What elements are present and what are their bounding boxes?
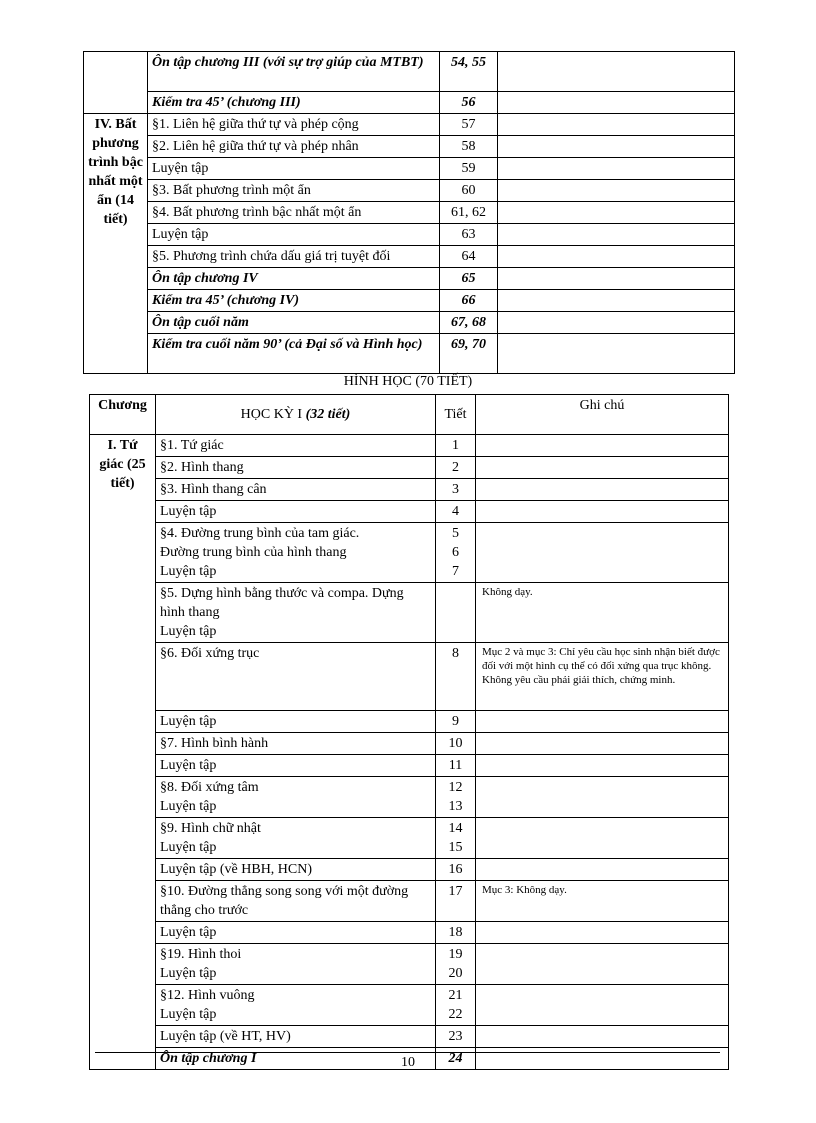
note-cell <box>476 777 729 818</box>
table-row <box>84 334 735 374</box>
header-term-count: (32 tiết) <box>305 407 351 422</box>
note-cell <box>476 733 729 755</box>
header-term <box>156 395 436 435</box>
lesson-cell: Luyện tập <box>156 501 436 523</box>
lesson-cell: §1. Tứ giác <box>156 435 436 457</box>
period-cell: 10 <box>436 733 476 755</box>
table-row <box>90 818 729 859</box>
period-cell <box>436 777 476 818</box>
lesson-cell: Ôn tập chương I <box>156 1048 436 1070</box>
table-row <box>84 224 735 246</box>
geometry-section-title: HÌNH HỌC (70 TIẾT) <box>343 374 473 389</box>
period-cell: 66 <box>440 290 498 312</box>
table-row <box>90 523 729 583</box>
note-cell <box>476 711 729 733</box>
header-period: Tiết <box>436 395 476 435</box>
period-cell: 17 <box>436 881 476 922</box>
table-row <box>90 755 729 777</box>
lesson-cell <box>156 523 436 583</box>
lesson-line: Luyện tập <box>160 624 217 639</box>
lesson-line: §9. Hình chữ nhật <box>160 821 261 836</box>
note-cell <box>498 290 735 312</box>
period-line: 14 <box>448 821 463 836</box>
table-row <box>84 312 735 334</box>
note-cell <box>498 180 735 202</box>
table-row <box>90 1026 729 1048</box>
lesson-cell: §10. Đường thẳng song song với một đường thẳng cho trước <box>156 881 436 922</box>
note-cell <box>498 136 735 158</box>
period-cell: 61, 62 <box>440 202 498 224</box>
table-row <box>84 180 735 202</box>
note-cell <box>498 334 735 374</box>
lesson-cell: Luyện tập <box>148 224 440 246</box>
chapter-i-cell: I. Tứ giác (25 tiết) <box>90 435 156 1070</box>
period-line: 12 <box>448 780 463 795</box>
period-cell <box>436 818 476 859</box>
period-cell: 1 <box>436 435 476 457</box>
period-cell: 64 <box>440 246 498 268</box>
period-cell: 4 <box>436 501 476 523</box>
lesson-cell: §7. Hình bình hành <box>156 733 436 755</box>
lesson-cell: Kiểm tra cuối năm 90’ (cả Đại số và Hình học) <box>148 334 440 374</box>
lesson-line: §12. Hình vuông <box>160 988 255 1003</box>
note-cell <box>476 922 729 944</box>
note-cell <box>498 92 735 114</box>
period-cell: 60 <box>440 180 498 202</box>
note-cell <box>476 755 729 777</box>
note-cell: Không dạy. <box>476 583 729 643</box>
header-term-label: HỌC KỲ I <box>240 407 303 422</box>
note-cell <box>476 985 729 1026</box>
table-row <box>84 246 735 268</box>
period-cell: 9 <box>436 711 476 733</box>
lesson-line: §5. Dựng hình bằng thước và compa. Dựng hình thang <box>160 586 404 620</box>
footer-divider <box>95 1052 720 1053</box>
lesson-cell: §2. Hình thang <box>156 457 436 479</box>
lesson-line: Đường trung bình của hình thang <box>160 545 347 560</box>
lesson-cell: Luyện tập (về HT, HV) <box>156 1026 436 1048</box>
period-cell: 23 <box>436 1026 476 1048</box>
period-line: 15 <box>448 840 463 855</box>
period-cell: 18 <box>436 922 476 944</box>
lesson-cell: Ôn tập cuối năm <box>148 312 440 334</box>
lesson-line: §4. Đường trung bình của tam giác. <box>160 526 360 541</box>
algebra-table <box>83 51 735 374</box>
period-line: 19 <box>448 947 463 962</box>
note-cell <box>498 224 735 246</box>
period-cell: 57 <box>440 114 498 136</box>
page-number: 10 <box>401 1055 415 1070</box>
note-cell <box>476 457 729 479</box>
table-row <box>90 457 729 479</box>
note-cell <box>498 52 735 92</box>
table-row <box>90 859 729 881</box>
table-row <box>90 922 729 944</box>
lesson-cell: Luyện tập <box>156 922 436 944</box>
lesson-line: Luyện tập <box>160 966 217 981</box>
note-cell: Mục 3: Không dạy. <box>476 881 729 922</box>
table-row <box>90 643 729 711</box>
table-header-row <box>90 395 729 435</box>
note-cell <box>476 435 729 457</box>
note-cell <box>476 859 729 881</box>
lesson-cell: §3. Hình thang cân <box>156 479 436 501</box>
period-cell: 56 <box>440 92 498 114</box>
table-row <box>90 985 729 1026</box>
lesson-cell: Luyện tập (về HBH, HCN) <box>156 859 436 881</box>
period-line: 7 <box>452 564 459 579</box>
chapter-iv-cell: IV. Bất phương trình bậc nhất một ẩn (14 tiết) <box>84 114 148 374</box>
period-line: 21 <box>448 988 463 1003</box>
table-row <box>90 501 729 523</box>
lesson-line: §19. Hình thoi <box>160 947 242 962</box>
header-note: Ghi chú <box>476 395 729 435</box>
period-line: 22 <box>448 1007 463 1022</box>
lesson-cell <box>156 944 436 985</box>
note-cell <box>498 114 735 136</box>
period-cell: 67, 68 <box>440 312 498 334</box>
table-row <box>90 479 729 501</box>
lesson-cell: Kiểm tra 45’ (chương IV) <box>148 290 440 312</box>
note-cell <box>476 818 729 859</box>
period-cell <box>436 985 476 1026</box>
period-line: 13 <box>448 799 463 814</box>
table-row <box>90 881 729 922</box>
note-cell <box>498 268 735 290</box>
lesson-cell <box>156 583 436 643</box>
table-row <box>84 136 735 158</box>
lesson-cell: Luyện tập <box>156 711 436 733</box>
lesson-line: Luyện tập <box>160 1007 217 1022</box>
period-cell: 65 <box>440 268 498 290</box>
table-row <box>90 733 729 755</box>
table-row <box>84 92 735 114</box>
period-cell: 8 <box>436 643 476 711</box>
note-cell <box>498 202 735 224</box>
table-row <box>84 52 735 92</box>
header-chapter: Chương <box>90 395 156 435</box>
lesson-line: Luyện tập <box>160 840 217 855</box>
period-cell: 54, 55 <box>440 52 498 92</box>
note-cell: Mục 2 và mục 3: Chỉ yêu cầu học sinh nhận biết được đối với một hình cụ thể có đối xứng qua trục không. Không yêu cầu phải giải thích, chứng minh. <box>476 643 729 711</box>
period-line: 5 <box>452 526 459 541</box>
table-row <box>84 290 735 312</box>
geometry-table <box>89 394 729 1070</box>
period-cell: 24 <box>436 1048 476 1070</box>
table-row <box>84 158 735 180</box>
lesson-cell: §1. Liên hệ giữa thứ tự và phép cộng <box>148 114 440 136</box>
period-cell: 69, 70 <box>440 334 498 374</box>
lesson-cell <box>156 985 436 1026</box>
note-cell <box>476 523 729 583</box>
table-row <box>90 944 729 985</box>
note-cell <box>476 479 729 501</box>
period-cell: 63 <box>440 224 498 246</box>
lesson-cell: Kiểm tra 45’ (chương III) <box>148 92 440 114</box>
note-cell <box>476 1026 729 1048</box>
period-cell: 59 <box>440 158 498 180</box>
period-cell <box>436 944 476 985</box>
period-line: 6 <box>452 545 459 560</box>
period-cell: 16 <box>436 859 476 881</box>
lesson-line: Luyện tập <box>160 799 217 814</box>
lesson-cell <box>156 818 436 859</box>
lesson-cell: §2. Liên hệ giữa thứ tự và phép nhân <box>148 136 440 158</box>
note-cell <box>476 944 729 985</box>
table-row <box>90 435 729 457</box>
note-cell <box>498 158 735 180</box>
period-line: 20 <box>448 966 463 981</box>
lesson-cell: Luyện tập <box>156 755 436 777</box>
table-row <box>90 777 729 818</box>
period-cell <box>436 523 476 583</box>
lesson-cell: §6. Đối xứng trục <box>156 643 436 711</box>
lesson-cell: Luyện tập <box>148 158 440 180</box>
period-cell <box>436 583 476 643</box>
table-row <box>84 202 735 224</box>
lesson-cell <box>156 777 436 818</box>
lesson-line: §8. Đối xứng tâm <box>160 780 259 795</box>
table-row <box>90 711 729 733</box>
lesson-cell: §5. Phương trình chứa dấu giá trị tuyệt đối <box>148 246 440 268</box>
period-cell: 58 <box>440 136 498 158</box>
note-cell <box>476 501 729 523</box>
table-row <box>90 583 729 643</box>
period-cell: 11 <box>436 755 476 777</box>
lesson-line: Luyện tập <box>160 564 217 579</box>
lesson-cell: §3. Bất phương trình một ẩn <box>148 180 440 202</box>
chapter-cell-empty <box>84 52 148 114</box>
period-cell: 2 <box>436 457 476 479</box>
note-cell <box>498 312 735 334</box>
table-row <box>84 114 735 136</box>
lesson-cell: Ôn tập chương III (với sự trợ giúp của MTBT) <box>148 52 440 92</box>
table-row <box>84 268 735 290</box>
period-cell: 3 <box>436 479 476 501</box>
lesson-cell: Ôn tập chương IV <box>148 268 440 290</box>
note-cell <box>498 246 735 268</box>
lesson-cell: §4. Bất phương trình bậc nhất một ẩn <box>148 202 440 224</box>
